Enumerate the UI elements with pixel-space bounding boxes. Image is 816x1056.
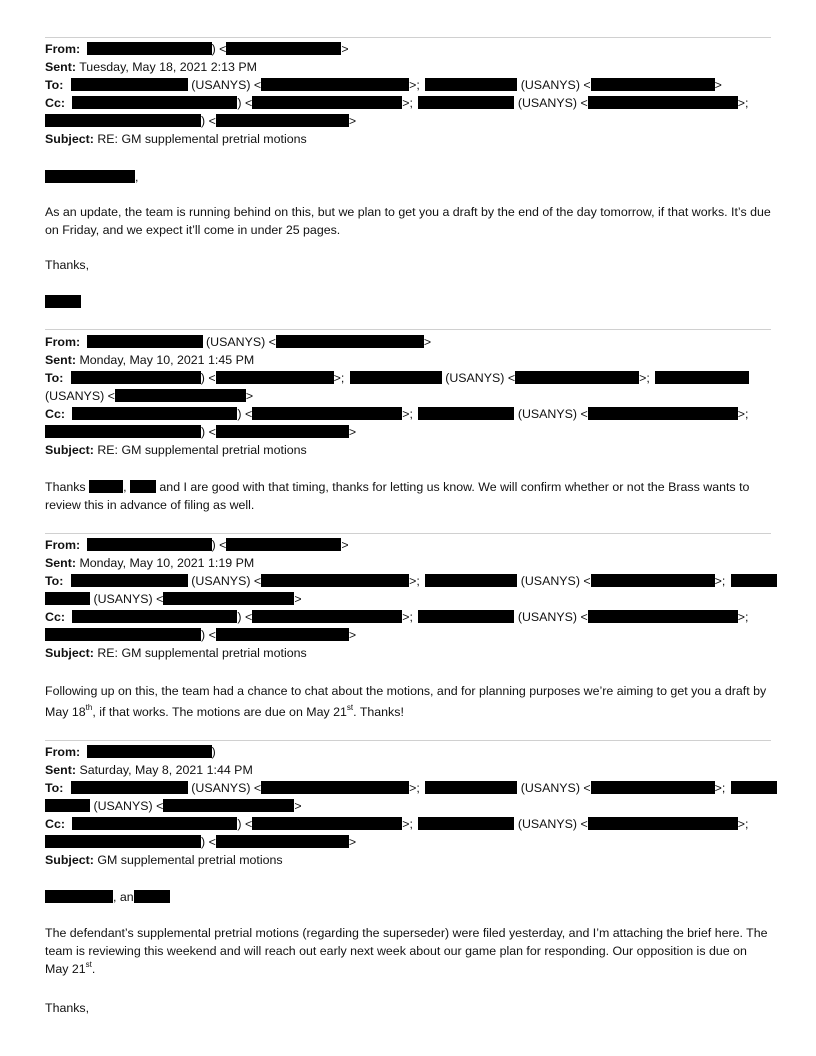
greeting xyxy=(45,169,138,185)
subject-text: RE: GM supplemental pretrial motions xyxy=(97,443,307,457)
closing: Thanks, xyxy=(45,258,90,272)
redaction xyxy=(261,574,409,587)
bracket: >; xyxy=(737,610,749,624)
redaction xyxy=(591,78,715,91)
sent-label: Sent: xyxy=(45,763,76,777)
redaction xyxy=(163,799,294,812)
redaction xyxy=(276,335,424,348)
redaction xyxy=(588,817,738,830)
sent-line xyxy=(45,352,254,368)
bracket: ) < xyxy=(201,114,216,128)
bracket: >; xyxy=(737,407,749,421)
redaction xyxy=(252,817,402,830)
body-text: , if that works. The motions are due on May 21 xyxy=(92,705,347,719)
cc-line-cont xyxy=(45,113,356,129)
redaction xyxy=(591,574,715,587)
bracket: >; xyxy=(409,781,420,795)
bracket: >; xyxy=(714,574,726,588)
redaction xyxy=(216,628,349,641)
bracket: ) < xyxy=(200,371,216,385)
email-divider xyxy=(45,533,771,534)
bracket: ) < xyxy=(201,835,216,849)
from-label: From: xyxy=(45,538,81,552)
bracket: >; xyxy=(409,78,420,92)
cc-line xyxy=(45,406,748,422)
subject-label: Subject: xyxy=(45,132,94,146)
bracket: >; xyxy=(402,817,413,831)
org-tag: (USANYS) < xyxy=(517,610,588,624)
bracket: ) < xyxy=(237,96,253,110)
cc-label: Cc: xyxy=(45,817,65,831)
message-body xyxy=(45,478,771,514)
bracket: > xyxy=(423,335,432,349)
bracket: ) xyxy=(211,745,216,759)
to-label: To: xyxy=(45,574,64,588)
from-line xyxy=(45,744,216,760)
redaction xyxy=(45,890,113,903)
redaction xyxy=(45,114,201,127)
redaction xyxy=(72,610,237,623)
body-text: Thanks xyxy=(45,480,90,494)
sent-line xyxy=(45,762,253,778)
to-line-cont xyxy=(45,798,302,814)
redaction xyxy=(87,335,203,348)
from-bracket: ) < xyxy=(211,42,227,56)
org-tag: (USANYS) < xyxy=(93,592,164,606)
greeting-text: , an xyxy=(113,890,134,904)
sent-line xyxy=(45,555,254,571)
sent-date: Tuesday, May 18, 2021 2:13 PM xyxy=(79,60,257,74)
ordinal-suffix: st xyxy=(346,703,354,712)
comma: , xyxy=(123,480,130,494)
subject-text: RE: GM supplemental pretrial motions xyxy=(97,132,307,146)
org-tag: (USANYS) < xyxy=(520,574,591,588)
cc-label: Cc: xyxy=(45,96,65,110)
bracket: >; xyxy=(737,817,749,831)
from-label: From: xyxy=(45,42,81,56)
redaction xyxy=(115,389,246,402)
bracket: >; xyxy=(402,610,413,624)
redaction xyxy=(45,835,201,848)
org-tag: (USANYS) < xyxy=(191,574,262,588)
cc-label: Cc: xyxy=(45,610,65,624)
bracket: ) < xyxy=(237,817,253,831)
from-label: From: xyxy=(45,745,81,759)
redaction xyxy=(588,96,738,109)
subject-line xyxy=(45,645,307,661)
bracket: > xyxy=(294,592,302,606)
body-text: . Thanks! xyxy=(353,705,404,719)
redaction xyxy=(252,610,402,623)
message-body xyxy=(45,681,771,723)
message-body: As an update, the team is running behind on this, but we plan to get you a draft by the end of the day tomorrow, if that works. It’s due on Friday, and we expect it’ll come in under 25 pages. xyxy=(45,205,771,237)
redaction xyxy=(71,78,188,91)
bracket: > xyxy=(245,389,254,403)
redaction xyxy=(45,628,201,641)
message-body xyxy=(45,924,771,978)
from-line xyxy=(45,537,349,553)
subject-label: Subject: xyxy=(45,646,94,660)
closing: Thanks, xyxy=(45,1001,90,1015)
subject-label: Subject: xyxy=(45,853,94,867)
subject-label: Subject: xyxy=(45,443,94,457)
cc-line xyxy=(45,816,748,832)
bracket: ) < xyxy=(237,610,253,624)
bracket: ) < xyxy=(201,628,216,642)
email-divider xyxy=(45,329,771,330)
redaction xyxy=(216,371,334,384)
bracket: >; xyxy=(333,371,345,385)
body-text: Following up on this, the team had a chance to chat about the motions, and for planning purposes we’re aiming to get you a draft by May 18 xyxy=(45,684,767,719)
to-line xyxy=(45,370,749,386)
cc-line-cont xyxy=(45,627,356,643)
bracket: >; xyxy=(714,781,726,795)
redaction xyxy=(72,817,237,830)
to-line-cont xyxy=(45,388,253,404)
body-text: The defendant’s supplemental pretrial motions (regarding the superseder) were filed yesterday, and I’m attaching the brief here. The team is reviewing this weekend and will reach out early next week about our game plan for responding. Our opposition is due on May 21 xyxy=(45,926,768,976)
bracket: > xyxy=(348,425,357,439)
sent-label: Sent: xyxy=(45,60,76,74)
cc-line-cont xyxy=(45,424,356,440)
bracket: > xyxy=(348,835,357,849)
sent-date: Monday, May 10, 2021 1:45 PM xyxy=(79,353,255,367)
redaction xyxy=(163,592,294,605)
redaction xyxy=(226,538,341,551)
bracket: ) < xyxy=(201,425,216,439)
cc-line xyxy=(45,609,748,625)
redaction xyxy=(45,295,81,308)
subject-text: RE: GM supplemental pretrial motions xyxy=(97,646,307,660)
org-tag: (USANYS) < xyxy=(445,371,516,385)
bracket: ) < xyxy=(211,538,227,552)
redaction xyxy=(252,96,402,109)
subject-line xyxy=(45,131,307,147)
to-line xyxy=(45,573,777,589)
body-text: and I are good with that timing, thanks for letting us know. We will confirm whether or not the Brass wants to review this in advance of filing as well. xyxy=(45,480,750,512)
redaction xyxy=(216,114,349,127)
redaction xyxy=(418,407,514,420)
email-divider xyxy=(45,740,771,741)
from-line xyxy=(45,334,431,350)
org-tag: (USANYS) < xyxy=(93,799,164,813)
subject-text: GM supplemental pretrial motions xyxy=(97,853,283,867)
redaction xyxy=(45,799,90,812)
redaction xyxy=(71,574,188,587)
redaction xyxy=(418,610,514,623)
to-label: To: xyxy=(45,371,64,385)
redaction xyxy=(731,574,777,587)
org-tag: (USANYS) < xyxy=(45,389,115,403)
bracket: > xyxy=(294,799,302,813)
redaction xyxy=(261,78,409,91)
redaction xyxy=(655,371,749,384)
subject-line xyxy=(45,852,283,868)
org-tag: (USANYS) < xyxy=(517,96,588,110)
redaction xyxy=(588,610,738,623)
redaction xyxy=(45,592,90,605)
sent-date: Monday, May 10, 2021 1:19 PM xyxy=(79,556,255,570)
greeting xyxy=(45,889,170,905)
to-line-cont xyxy=(45,591,302,607)
org-tag: (USANYS) < xyxy=(517,817,588,831)
from-label: From: xyxy=(45,335,81,349)
redaction xyxy=(261,781,409,794)
to-label: To: xyxy=(45,781,64,795)
redaction xyxy=(418,96,514,109)
redaction xyxy=(45,425,201,438)
org-tag: (USANYS) < xyxy=(191,78,262,92)
signature xyxy=(45,294,81,310)
redaction xyxy=(89,480,123,493)
redaction xyxy=(87,538,212,551)
email-divider xyxy=(45,37,771,38)
bracket: > xyxy=(714,78,722,92)
redaction xyxy=(216,835,349,848)
redaction xyxy=(72,96,237,109)
sent-date: Saturday, May 8, 2021 1:44 PM xyxy=(79,763,253,777)
redaction xyxy=(515,371,639,384)
bracket: > xyxy=(341,538,349,552)
bracket: >; xyxy=(402,407,413,421)
org-tag: (USANYS) < xyxy=(191,781,262,795)
from-line xyxy=(45,41,349,57)
cc-label: Cc: xyxy=(45,407,65,421)
sent-label: Sent: xyxy=(45,353,76,367)
subject-line xyxy=(45,442,307,458)
redaction xyxy=(588,407,738,420)
org-tag: (USANYS) < xyxy=(206,335,276,349)
sent-line xyxy=(45,59,257,75)
ordinal-suffix: th xyxy=(85,703,93,712)
redaction xyxy=(134,890,170,903)
redaction xyxy=(45,170,135,183)
redaction xyxy=(87,745,212,758)
to-line xyxy=(45,77,722,93)
ordinal-suffix: st xyxy=(85,960,92,969)
redaction xyxy=(226,42,341,55)
bracket: >; xyxy=(409,574,420,588)
org-tag: (USANYS) < xyxy=(520,78,591,92)
cc-line-cont xyxy=(45,834,356,850)
redaction xyxy=(350,371,442,384)
bracket: >; xyxy=(639,371,650,385)
bracket: > xyxy=(348,628,357,642)
to-line xyxy=(45,780,777,796)
to-label: To: xyxy=(45,78,64,92)
bracket: ) < xyxy=(237,407,253,421)
bracket: > xyxy=(341,42,349,56)
comma: , xyxy=(135,170,139,184)
redaction xyxy=(216,425,349,438)
bracket: > xyxy=(348,114,357,128)
redaction xyxy=(252,407,402,420)
sent-label: Sent: xyxy=(45,556,76,570)
bracket: >; xyxy=(737,96,749,110)
redaction xyxy=(425,574,517,587)
bracket: >; xyxy=(402,96,413,110)
redaction xyxy=(71,781,188,794)
redaction xyxy=(72,407,237,420)
redaction xyxy=(418,817,514,830)
cc-line xyxy=(45,95,748,111)
redaction xyxy=(87,42,212,55)
redaction xyxy=(130,480,156,493)
org-tag: (USANYS) < xyxy=(517,407,588,421)
body-text: . xyxy=(91,962,96,976)
redaction xyxy=(71,371,201,384)
redaction xyxy=(425,781,517,794)
redaction xyxy=(425,78,517,91)
redaction xyxy=(731,781,777,794)
redaction xyxy=(591,781,715,794)
org-tag: (USANYS) < xyxy=(520,781,591,795)
